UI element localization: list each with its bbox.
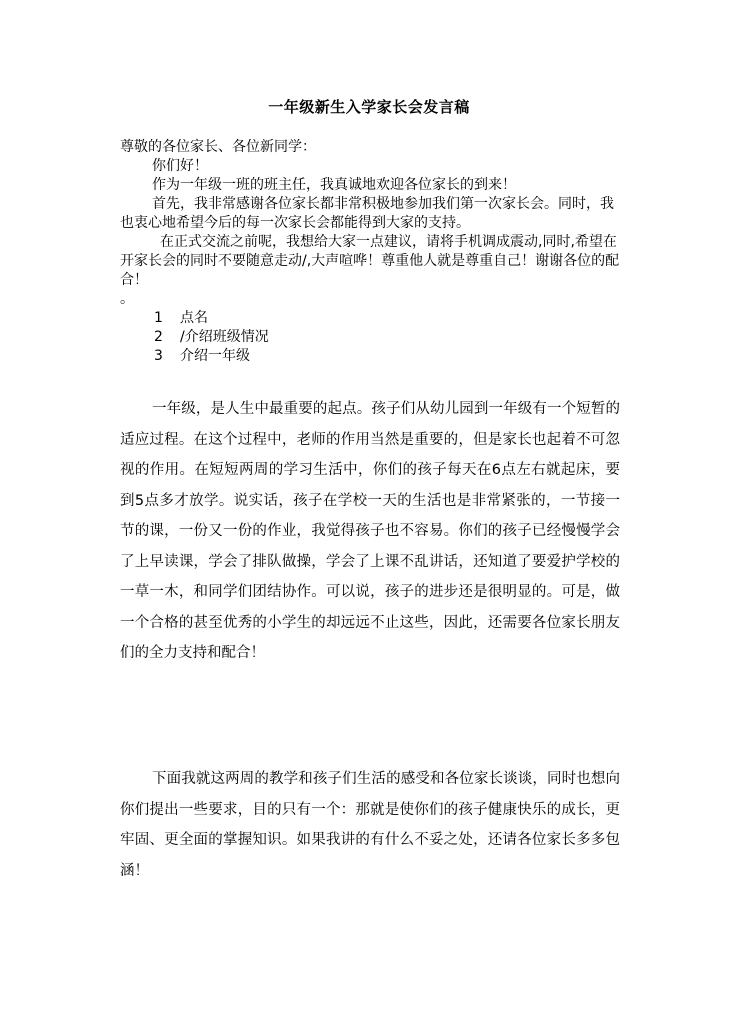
document-title: 一年级新生入学家长会发言稿 [268, 98, 470, 116]
agenda-item-number: 3 [154, 348, 163, 364]
opening-section [120, 138, 620, 366]
agenda-item [120, 347, 620, 366]
advice-paragraph: 在正式交流之前呢，我想给大家一点建议，请将手机调成震动,同时,希望在开家长会的同时不要随意走动/,大声喧哗！尊重他人就是尊重自己！谢谢各位的配合！ [120, 234, 620, 288]
agenda-list [120, 309, 620, 366]
grade-one-paragraph: 一年级，是人生中最重要的起点。孩子们从幼儿园到一年级有一个短暂的适应过程。在这个过程中，老师的作用当然是重要的，但是家长也起着不可忽视的作用。在短短两周的学习生活中，你们的孩子每天在6点左右就起床，要到5点多才放学。说实话，孩子在学校一天的生活也是非常紧张的，一节接一节的课，一份又一份的作业，我觉得孩子也不容易。你们的孩子已经慢慢学会了上早读课，学会了排队做操，学会了上课不乱讲话，还知道了要爱护学校的一草一木，和同学们团结协作。可以说，孩子的进步还是很明显的。可是，做一个合格的甚至优秀的小学生的却远远不止这些，因此，还需要各位家长朋友们的全力支持和配合！ [120, 401, 620, 661]
agenda-item-text: 介绍一年级 [180, 348, 250, 364]
salutation: 尊敬的各位家长、各位新同学： [120, 139, 316, 155]
agenda-item-number: 1 [154, 310, 163, 326]
agenda-item-text: 点名 [180, 310, 208, 326]
agenda-item [120, 309, 620, 328]
grade-one-section [120, 394, 620, 669]
intro-paragraph: 作为一年级一班的班主任，我真诚地欢迎各位家长的到来！ [152, 177, 516, 193]
agenda-item [120, 328, 620, 347]
thanks-paragraph: 首先，我非常感谢各位家长都非常积极地参加我们第一次家长会。同时，我也衷心地希望今后的每一次家长会都能得到大家的支持。 [120, 196, 614, 231]
closing-paragraph: 下面我就这两周的教学和孩子们生活的感受和各位家长谈谈，同时也想向你们提出一些要求，目的只有一个：那就是使你们的孩子健康快乐的成长，更牢固、更全面的掌握知识。如果我讲的有什么不妥之处，还请各位家长多多包涵！ [120, 771, 620, 879]
agenda-item-number: 2 [154, 329, 163, 345]
agenda-item-text: /介绍班级情况 [180, 329, 269, 345]
greeting: 你们好！ [152, 158, 208, 174]
stray-mark: 。 [120, 291, 134, 307]
closing-section [120, 764, 620, 886]
